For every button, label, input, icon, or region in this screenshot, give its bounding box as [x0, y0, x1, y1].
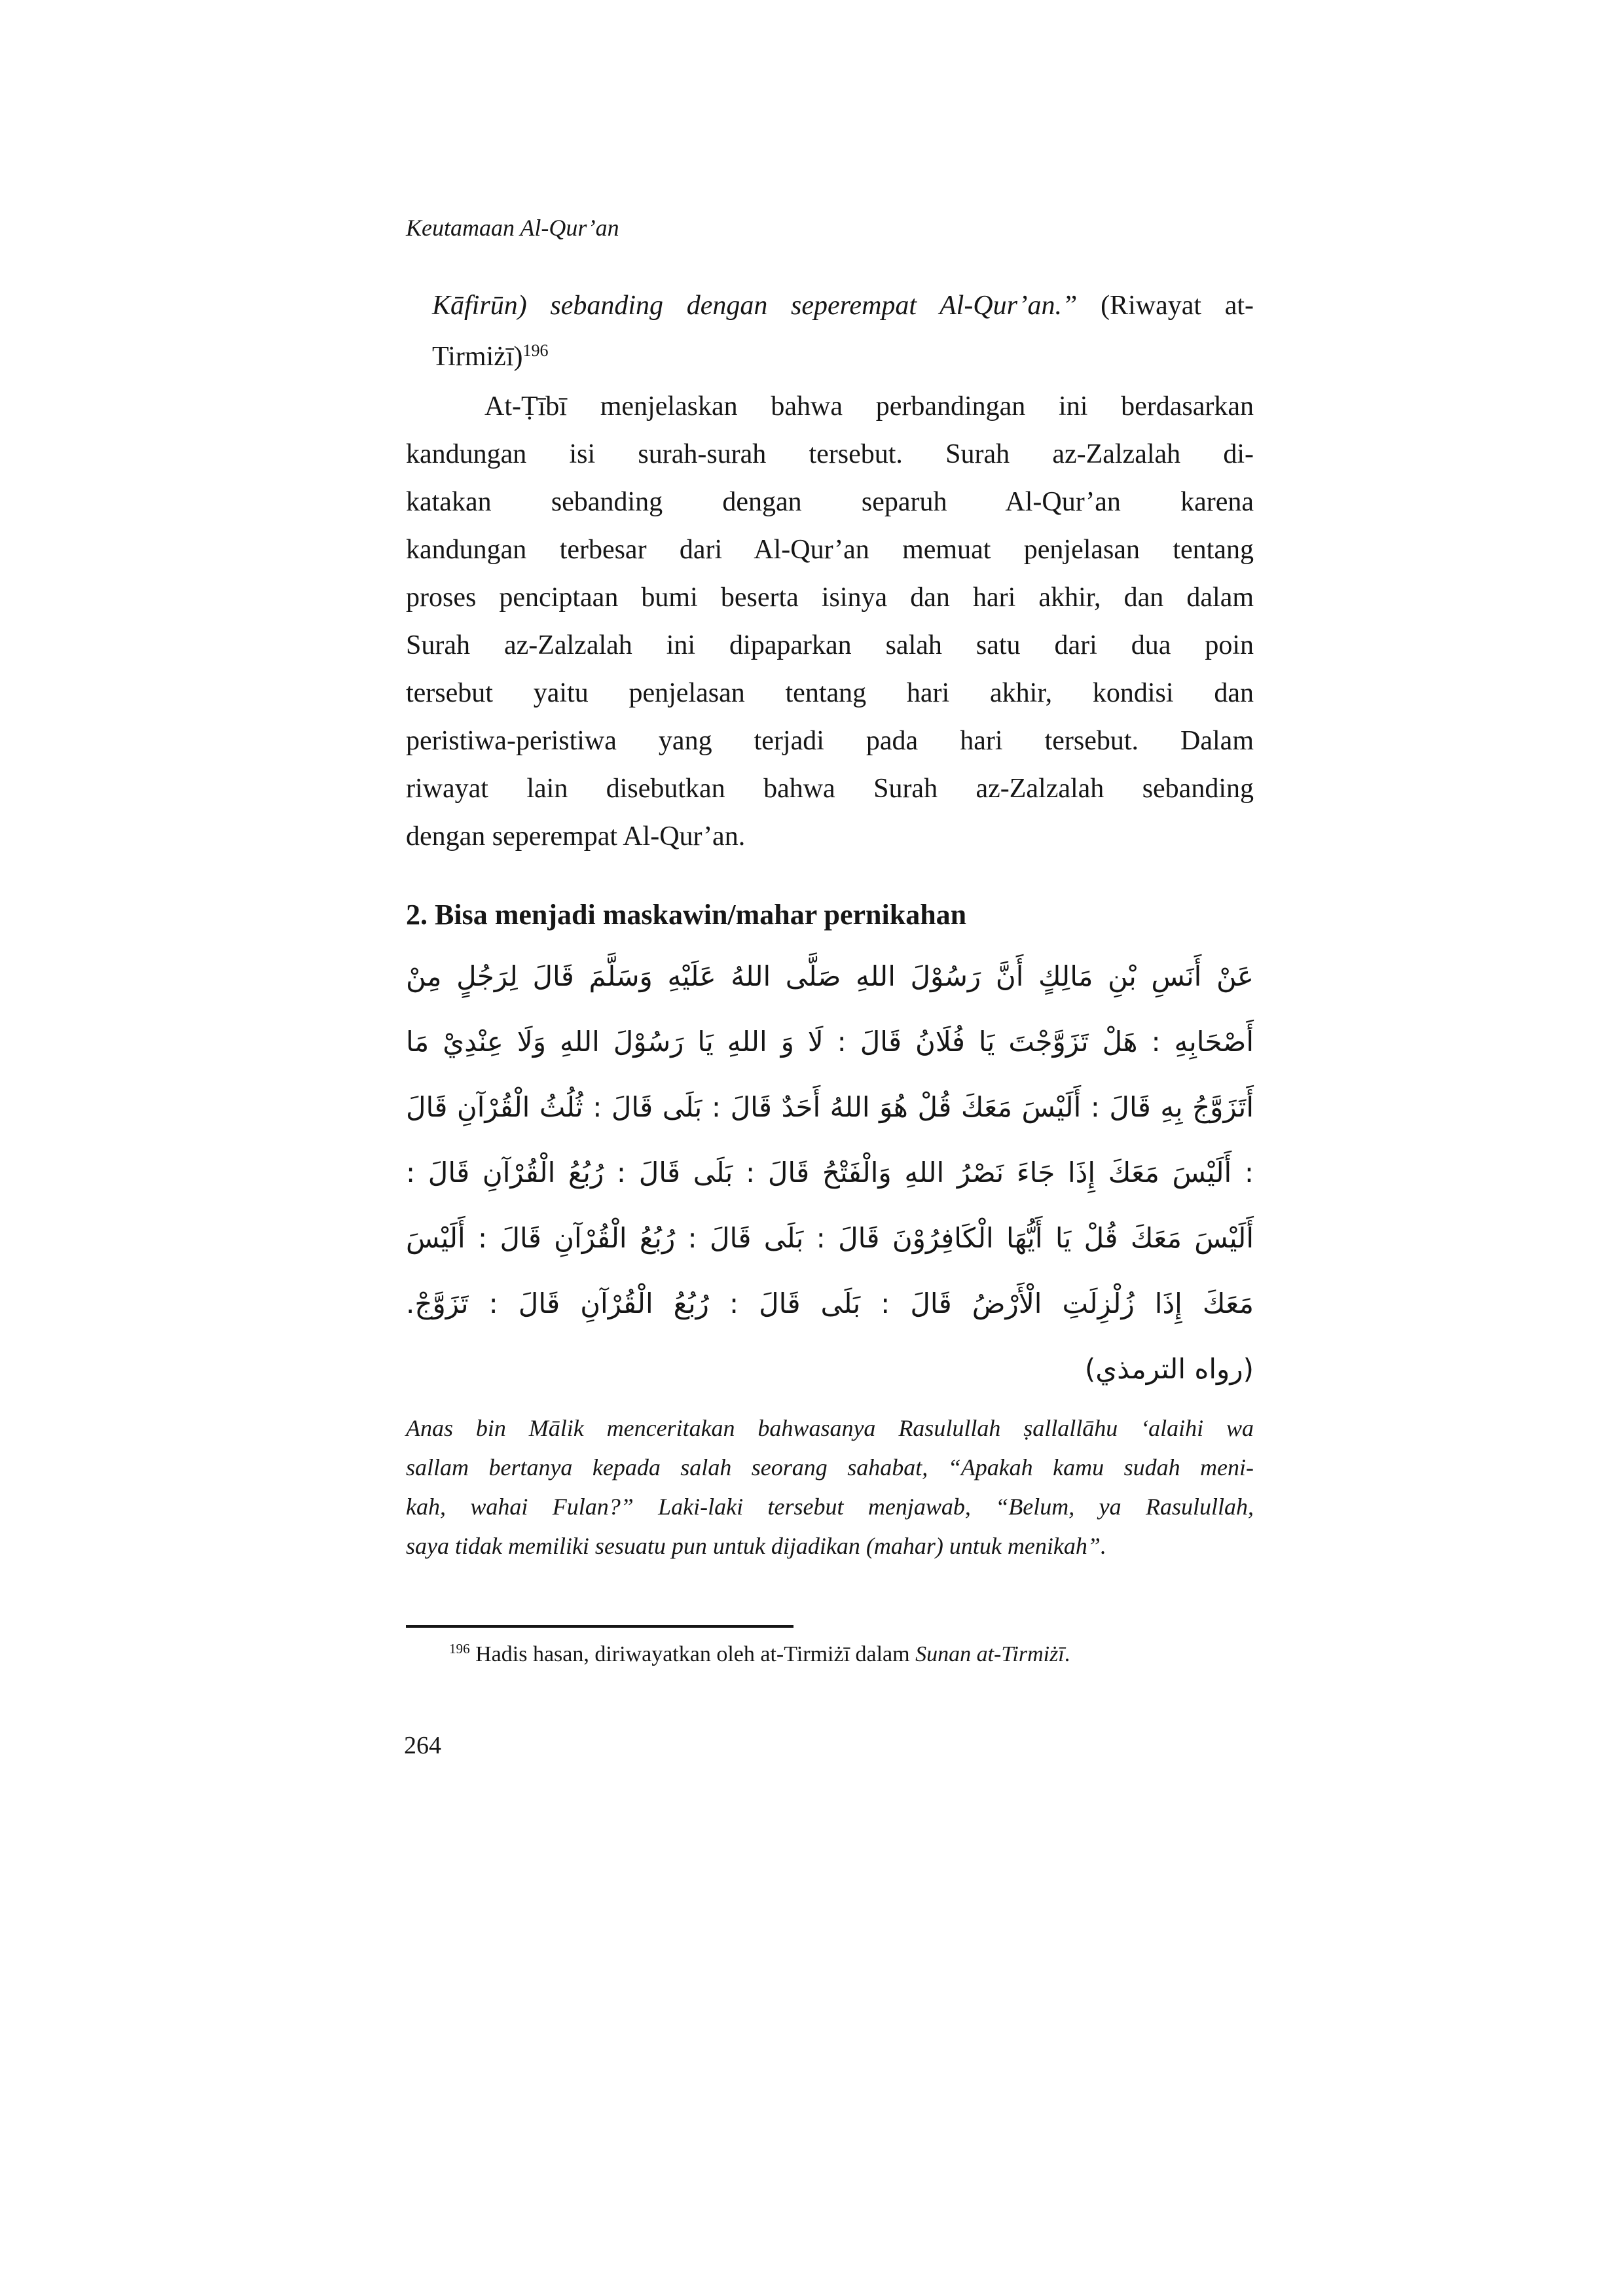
translation-paragraph [406, 1408, 1254, 1566]
hadith-line: مَعَكَ إِذَا زُلْزِلَتِ الْأَرْضُ قَالَ : بَلَى قَالَ : رُبُعُ الْقُرْآنِ قَالَ : تَزَوَّجْ. [406, 1287, 1254, 1319]
hadith-line: عَنْ أَنَسِ بْنِ مَالِكٍ أَنَّ رَسُوْلَ اللهِ صَلَّى اللهُ عَلَيْهِ وَسَلَّمَ قَالَ لِرَجُلٍ مِنْ [406, 960, 1254, 992]
hadith-arabic-block [406, 944, 1254, 1402]
paragraph-line: Surah az-Zalzalah ini dipaparkan salah satu dari dua poin [406, 630, 1254, 660]
footnote [406, 1640, 1254, 1672]
paragraph-line: katakan sebanding dengan separuh Al-Qur’an karena [406, 487, 1254, 517]
hadith-lines [406, 944, 1254, 1336]
paragraph-line: kandungan terbesar dari Al-Qur’an memuat penjelasan tentang [406, 535, 1254, 565]
footnote-book-title: Sunan at-Tirmiżī [915, 1642, 1065, 1666]
paragraph-line: riwayat lain disebutkan bahwa Surah az-Zalzalah sebanding [406, 774, 1254, 804]
paragraph-line: peristiwa-peristiwa yang terjadi pada hari tersebut. Dalam [406, 726, 1254, 756]
hadith-line: أَلَيْسَ مَعَكَ قُلْ يَا أَيُّهَا الْكَافِرُوْنَ قَالَ : بَلَى قَالَ : رُبُعُ الْقُرْآنِ قَالَ : أَلَيْسَ [406, 1222, 1254, 1254]
quote-line [432, 331, 1254, 386]
paragraph-line: At-Ṭībī menjelaskan bahwa perbandingan ini berdasarkan [484, 391, 1254, 422]
page-number: 264 [404, 1732, 441, 1759]
footnote-ref-superscript: 196 [449, 1641, 470, 1657]
footnote-text: Hadis hasan, diriwayatkan oleh at-Tirmiżī dalam [469, 1642, 916, 1666]
translation-line: kah, wahai Fulan?” Laki-laki tersebut menjawab, “Belum, ya Rasulullah, [406, 1494, 1254, 1520]
paragraph-line: dengan seperempat Al-Qur’an. [406, 821, 746, 852]
quote-italic-text: Kāfirūn) sebanding dengan seperempat Al-Qur’an.” [432, 291, 1078, 321]
quote-attribution-end: Tirmiżī) [432, 342, 523, 372]
quote-block [432, 280, 1254, 386]
translation-line: saya tidak memiliki sesuatu pun untuk dijadikan (mahar) untuk menikah”. [406, 1533, 1106, 1559]
hadith-line: : أَلَيْسَ مَعَكَ إِذَا جَاءَ نَصْرُ اللهِ وَالْفَتْحُ قَالَ : بَلَى قَالَ : رُبُعُ الْقُرْآنِ قَالَ : [406, 1157, 1254, 1189]
footnote-text-end: . [1064, 1642, 1070, 1666]
hadith-line: أَصْحَابِهِ : هَلْ تَزَوَّجْتَ يَا فُلَانُ قَالَ : لَا وَ اللهِ يَا رَسُوْلَ اللهِ وَلَا عِنْدِيْ مَا [406, 1026, 1254, 1058]
running-header: Keutamaan Al-Qur’an [406, 215, 619, 241]
paragraph-line: kandungan isi surah-surah tersebut. Surah az-Zalzalah di- [406, 439, 1254, 469]
footnote-ref-superscript: 196 [522, 340, 549, 360]
section-heading: 2. Bisa menjadi maskawin/mahar pernikahan [406, 899, 967, 931]
body-paragraph [406, 383, 1254, 861]
paragraph-line: proses penciptaan bumi beserta isinya dan hari akhir, dan dalam [406, 583, 1254, 613]
hadith-line: أَتَزَوَّجُ بِهِ قَالَ : أَلَيْسَ مَعَكَ قُلْ هُوَ اللهُ أَحَدٌ قَالَ : بَلَى قَالَ : ثُلُثُ الْقُرْآنِ قَالَ [406, 1091, 1254, 1123]
translation-line: sallam bertanya kepada salah seorang sahabat, “Apakah kamu sudah meni- [406, 1454, 1254, 1480]
footnote-divider [406, 1625, 793, 1628]
quote-line [432, 280, 1254, 331]
paragraph-line: tersebut yaitu penjelasan tentang hari akhir, kondisi dan [406, 678, 1254, 708]
quote-attribution-start: (Riwayat at- [1077, 291, 1254, 321]
hadith-source: (رواه الترمذي) [1084, 1353, 1254, 1385]
translation-line: Anas bin Mālik menceritakan bahwasanya Rasulullah ṣallallāhu ‘alaihi wa [406, 1415, 1254, 1441]
